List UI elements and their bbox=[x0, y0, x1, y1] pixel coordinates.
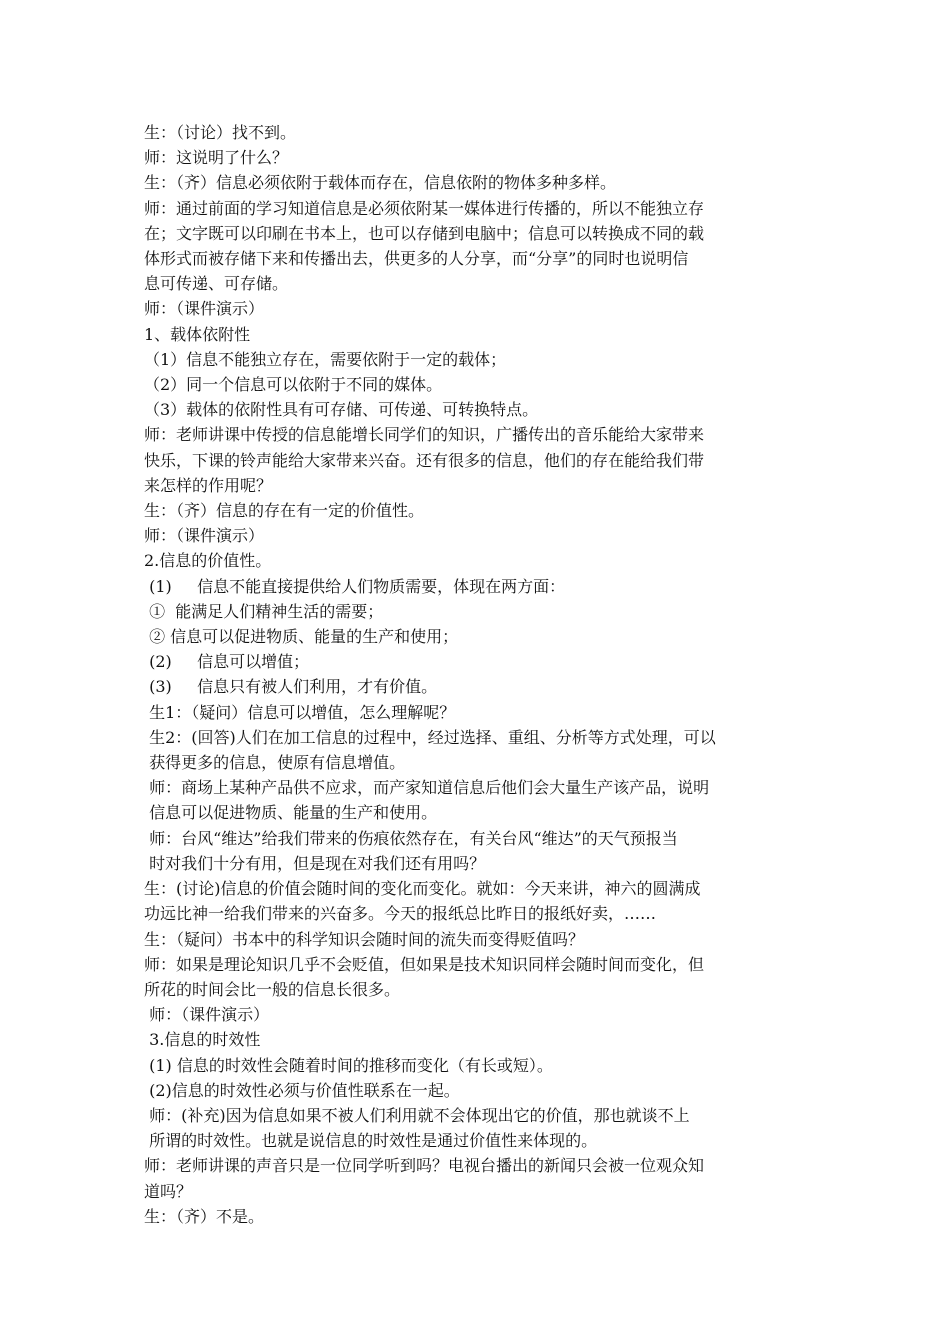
text-line: 生：（齐）不是。 bbox=[144, 1206, 265, 1226]
text-line: 快乐，下课的铃声能给大家带来兴奋。还有很多的信息，他们的存在能给我们带 bbox=[144, 450, 705, 470]
text-line: 2.信息的价值性。 bbox=[144, 551, 272, 571]
text-line: 来怎样的作用呢？ bbox=[144, 475, 273, 495]
text-line: （1）信息不能独立存在，需要依附于一定的载体； bbox=[144, 349, 507, 369]
text-line: 师：(补充)因为信息如果不被人们利用就不会体现出它的价值，那也就谈不上 bbox=[144, 1105, 690, 1125]
text-line: 生：（齐）信息必须依附于载体而存在，信息依附的物体多种多样。 bbox=[144, 173, 617, 193]
text-line: 师：（课件演示） bbox=[144, 526, 265, 546]
text-line: 道吗？ bbox=[144, 1181, 193, 1201]
text-line: 师：这说明了什么？ bbox=[144, 148, 289, 168]
text-line: 师：（课件演示） bbox=[144, 299, 265, 319]
text-line: (3) 信息只有被人们利用，才有价值。 bbox=[144, 677, 438, 697]
text-line: 师：台风“维达”给我们带来的伤痕依然存在，有关台风“维达”的天气预报当 bbox=[144, 828, 678, 848]
text-line: (1) 信息不能直接提供给人们物质需要，体现在两方面： bbox=[144, 576, 566, 596]
document-body bbox=[144, 120, 824, 1229]
text-line: 师：商场上某种产品供不应求，而产家知道信息后他们会大量生产该产品，说明 bbox=[144, 778, 710, 798]
text-line: 生：(讨论)信息的价值会随时间的变化而变化。就如：今天来讲，神六的圆满成 bbox=[144, 879, 701, 899]
text-line: 1、载体依附性 bbox=[144, 324, 251, 344]
text-line: ① 能满足人们精神生活的需要； bbox=[144, 601, 384, 621]
text-line: (1) 信息的时效性会随着时间的推移而变化（有长或短）。 bbox=[144, 1055, 553, 1075]
text-line: 时对我们十分有用，但是现在对我们还有用吗？ bbox=[144, 853, 486, 873]
text-line: 在；文字既可以印刷在书本上，也可以存储到电脑中；信息可以转换成不同的载 bbox=[144, 223, 705, 243]
text-line: 生：（齐）信息的存在有一定的价值性。 bbox=[144, 501, 425, 521]
text-line: ② 信息可以促进物质、能量的生产和使用； bbox=[144, 627, 459, 647]
text-line: 信息可以促进物质、能量的生产和使用。 bbox=[144, 803, 438, 823]
text-line: 师：老师讲课的声音只是一位同学听到吗？电视台播出的新闻只会被一位观众知 bbox=[144, 1156, 705, 1176]
text-line: 3.信息的时效性 bbox=[144, 1030, 261, 1050]
text-line: 获得更多的信息，使原有信息增值。 bbox=[144, 753, 406, 773]
text-line: (2) 信息可以增值； bbox=[144, 652, 310, 672]
text-line: 生：（疑问）书本中的科学知识会随时间的流失而变得贬值吗？ bbox=[144, 929, 585, 949]
text-line: 体形式而被存储下来和传播出去，供更多的人分享，而“分享”的同时也说明信 bbox=[144, 249, 689, 269]
text-line: 师：老师讲课中传授的信息能增长同学们的知识，广播传出的音乐能给大家带来 bbox=[144, 425, 705, 445]
text-line: 生2：(回答)人们在加工信息的过程中，经过选择、重组、分析等方式处理，可以 bbox=[144, 727, 716, 747]
text-line: 师：如果是理论知识几乎不会贬值，但如果是技术知识同样会随时间而变化，但 bbox=[144, 954, 705, 974]
text-line: 生：（讨论）找不到。 bbox=[144, 123, 297, 142]
text-line: 息可传递、可存储。 bbox=[144, 274, 289, 294]
text-line: 所花的时间会比一般的信息长很多。 bbox=[144, 979, 401, 999]
text-line: 师：（课件演示） bbox=[144, 1005, 270, 1025]
text-line: （2）同一个信息可以依附于不同的媒体。 bbox=[144, 375, 443, 395]
text-line: 生1：（疑问）信息可以增值，怎么理解呢？ bbox=[144, 702, 456, 722]
text-line: 功远比神一给我们带来的兴奋多。今天的报纸总比昨日的报纸好卖，…… bbox=[144, 904, 657, 924]
text-line: (2)信息的时效性必须与价值性联系在一起。 bbox=[144, 1080, 460, 1100]
text-line: （3）载体的依附性具有可存储、可传递、可转换特点。 bbox=[144, 400, 539, 420]
text-line: 师：通过前面的学习知道信息是必须依附某一媒体进行传播的，所以不能独立存 bbox=[144, 198, 705, 218]
text-line: 所谓的时效性。也就是说信息的时效性是通过价值性来体现的。 bbox=[144, 1131, 598, 1151]
